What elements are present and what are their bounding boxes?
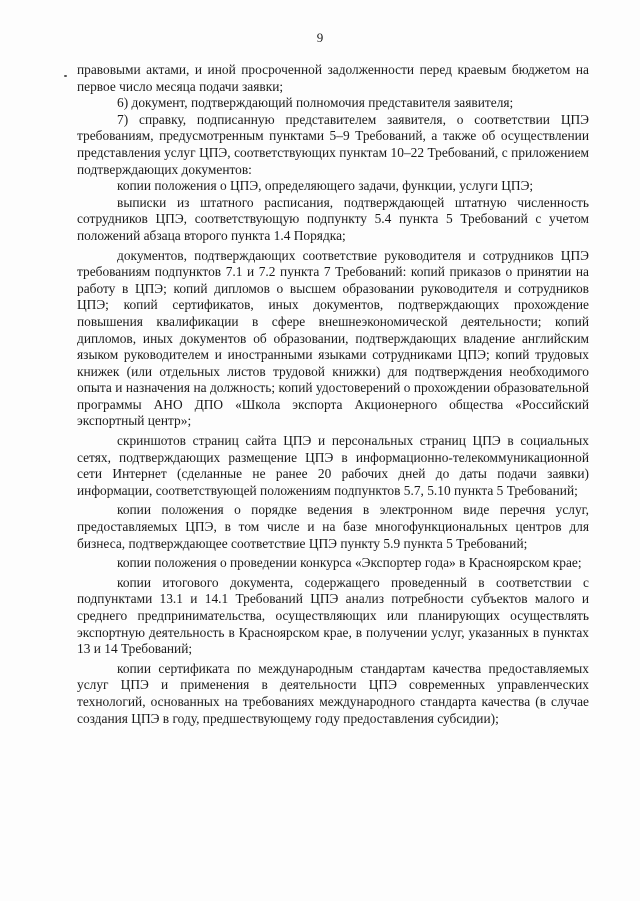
document-body — [77, 62, 589, 727]
paragraph-item-6: 6) документ, подтверждающий полномочия представителя заявителя; — [117, 95, 514, 111]
paragraph-services-list: копии положения о порядке ведения в электронном виде перечня услуг, предоставляемых ЦПЭ, в том числе и на базе многофункциональных центров для бизнеса, подтверждающее соответствие ЦПЭ пункту 5.9 пункта 5 Требований; — [77, 502, 589, 551]
scan-artifact — [64, 75, 67, 77]
paragraph-staff-schedule: выписки из штатного расписания, подтверждающей штатную численность сотрудников ЦПЭ, соответствующую подпункту 5.4 пункта 5 Требований с учетом положений абзаца второго пункта 1.4 Порядка; — [77, 194, 589, 243]
paragraph-cpe-regulation: копии положения о ЦПЭ, определяющего задачи, функции, услуги ЦПЭ; — [117, 178, 534, 194]
paragraph-item-7: 7) справку, подписанную представителем заявителя, о соответствии ЦПЭ требованиям, предусмотренным пунктами 5–9 Требований, а также об осуществлении представления услуг ЦПЭ, соответствующих пунктам 10–22 Требований, с приложением подтверждающих документов: — [77, 111, 589, 177]
paragraph-quality-certificate: копии сертификата по международным стандартам качества предоставляемых услуг ЦПЭ и применения в деятельности ЦПЭ современных управленческих технологий, основанных на требованиях международного стандарта качества (в случае создания ЦПЭ в году, предшествующему году предоставления субсидии); — [77, 660, 589, 726]
paragraph-exporter-contest: копии положения о проведении конкурса «Экспортер года» в Красноярском крае; — [117, 555, 582, 571]
paragraph-screenshots: скриншотов страниц сайта ЦПЭ и персональных страниц ЦПЭ в социальных сетях, подтверждающих размещение ЦПЭ в информационно-телекоммуникационной сети Интернет (сделанные не ранее 20 рабочих дней до даты подачи заявки) информации, соответствующей положениям подпунктов 5.7, 5.10 пункта 5 Требований; — [77, 433, 589, 498]
page-number: 9 — [316, 30, 324, 45]
paragraph-staff-documents: документов, подтверждающих соответствие руководителя и сотрудников ЦПЭ требованиям подпунктов 7.1 и 7.2 пункта 7 Требований: копий приказов о принятии на работу в ЦПЭ; копий дипломов о высшем образовании руководителя и сотрудников ЦПЭ; копий сертификатов, иных документов, подтверждающих прохождение повышения квалификации в сфере внешнеэкономической деятельности; копий дипломов, иных документов об образовании, подтверждающих владение английским языком руководителем и иностранными языками сотрудниками ЦПЭ; копий трудовых книжек (или отдельных листов трудовой книжки) для подтверждения необходимого опыта и назначения на должность; копий удостоверений о прохождении образовательной программы АНО ДПО «Школа экспорта Акционерного общества «Российский экспортный центр»; — [77, 247, 589, 429]
paragraph-continuation: правовыми актами, и иной просроченной задолженности перед краевым бюджетом на первое число месяца подачи заявки; — [77, 62, 589, 94]
paragraph-needs-analysis: копии итогового документа, содержащего проведенный в соответствии с подпунктами 13.1 и 14.1 Требований ЦПЭ анализ потребности субъектов малого и среднего предпринимательства, осуществляющих или планирующих осуществлять экспортную деятельность в Красноярском крае, в получении услуг, указанных в пунктах 13 и 14 Требований; — [77, 574, 589, 657]
